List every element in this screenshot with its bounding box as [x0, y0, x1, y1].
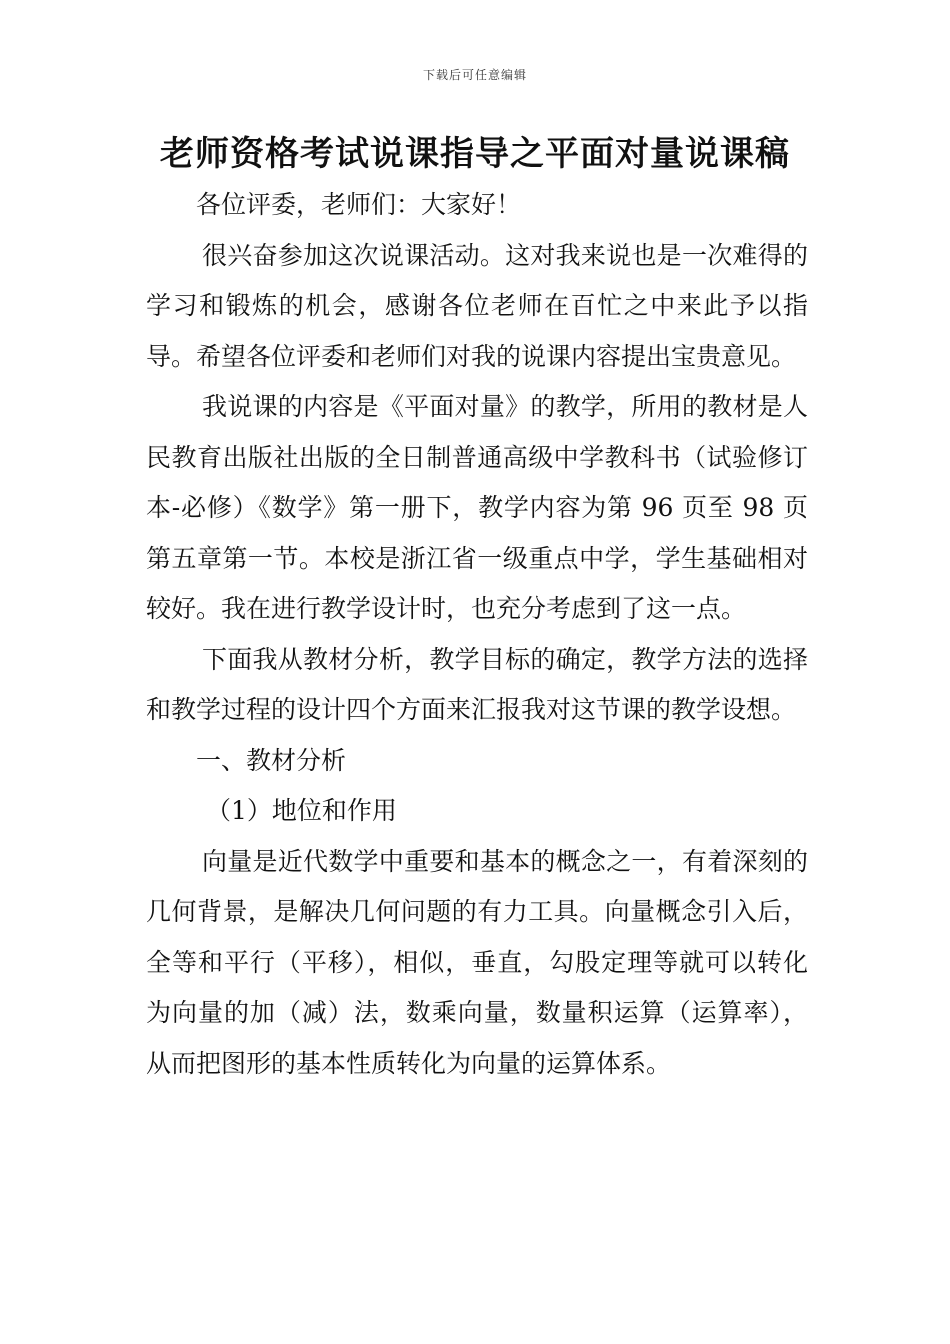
page-header-note: 下载后可任意编辑	[422, 68, 527, 82]
paragraph-position: 向量是近代数学中重要和基本的概念之一，有着深刻的几何背景，是解决几何问题的有力工具。向量概念引入后，全等和平行（平移），相似，垂直，勾股定理等就可以转化为向量的加（减）法，数乘向量，数量积运算（运算率），从而把图形的基本性质转化为向量的运算体系。	[146, 846, 808, 1078]
section-heading: 一、教材分析	[196, 745, 347, 775]
paragraph-intro: 很兴奋参加这次说课活动。这对我来说也是一次难得的学习和锻炼的机会，感谢各位老师在百忙之中来此予以指导。希望各位评委和老师们对我的说课内容提出宝贵意见。	[146, 240, 808, 371]
paragraph-outline: 下面我从教材分析，教学目标的确定，教学方法的选择和教学过程的设计四个方面来汇报我对这节课的教学设想。	[146, 644, 808, 724]
document-title: 老师资格考试说课指导之平面对量说课稿	[160, 134, 790, 174]
document-body	[146, 180, 808, 1089]
subsection-heading: （1）地位和作用	[206, 796, 397, 825]
paragraph-content: 我说课的内容是《平面对量》的教学，所用的教材是人民教育出版社出版的全日制普通高级中学教科书（试验修订本-必修）《数学》第一册下，教学内容为第 96 页至 98 页第五章第一节。本校是浙江省一级重点中学，学生基础相对较好。我在进行教学设计时，也充分考虑到了这一点。	[146, 392, 808, 623]
greeting-line: 各位评委，老师们：大家好！	[196, 190, 522, 219]
